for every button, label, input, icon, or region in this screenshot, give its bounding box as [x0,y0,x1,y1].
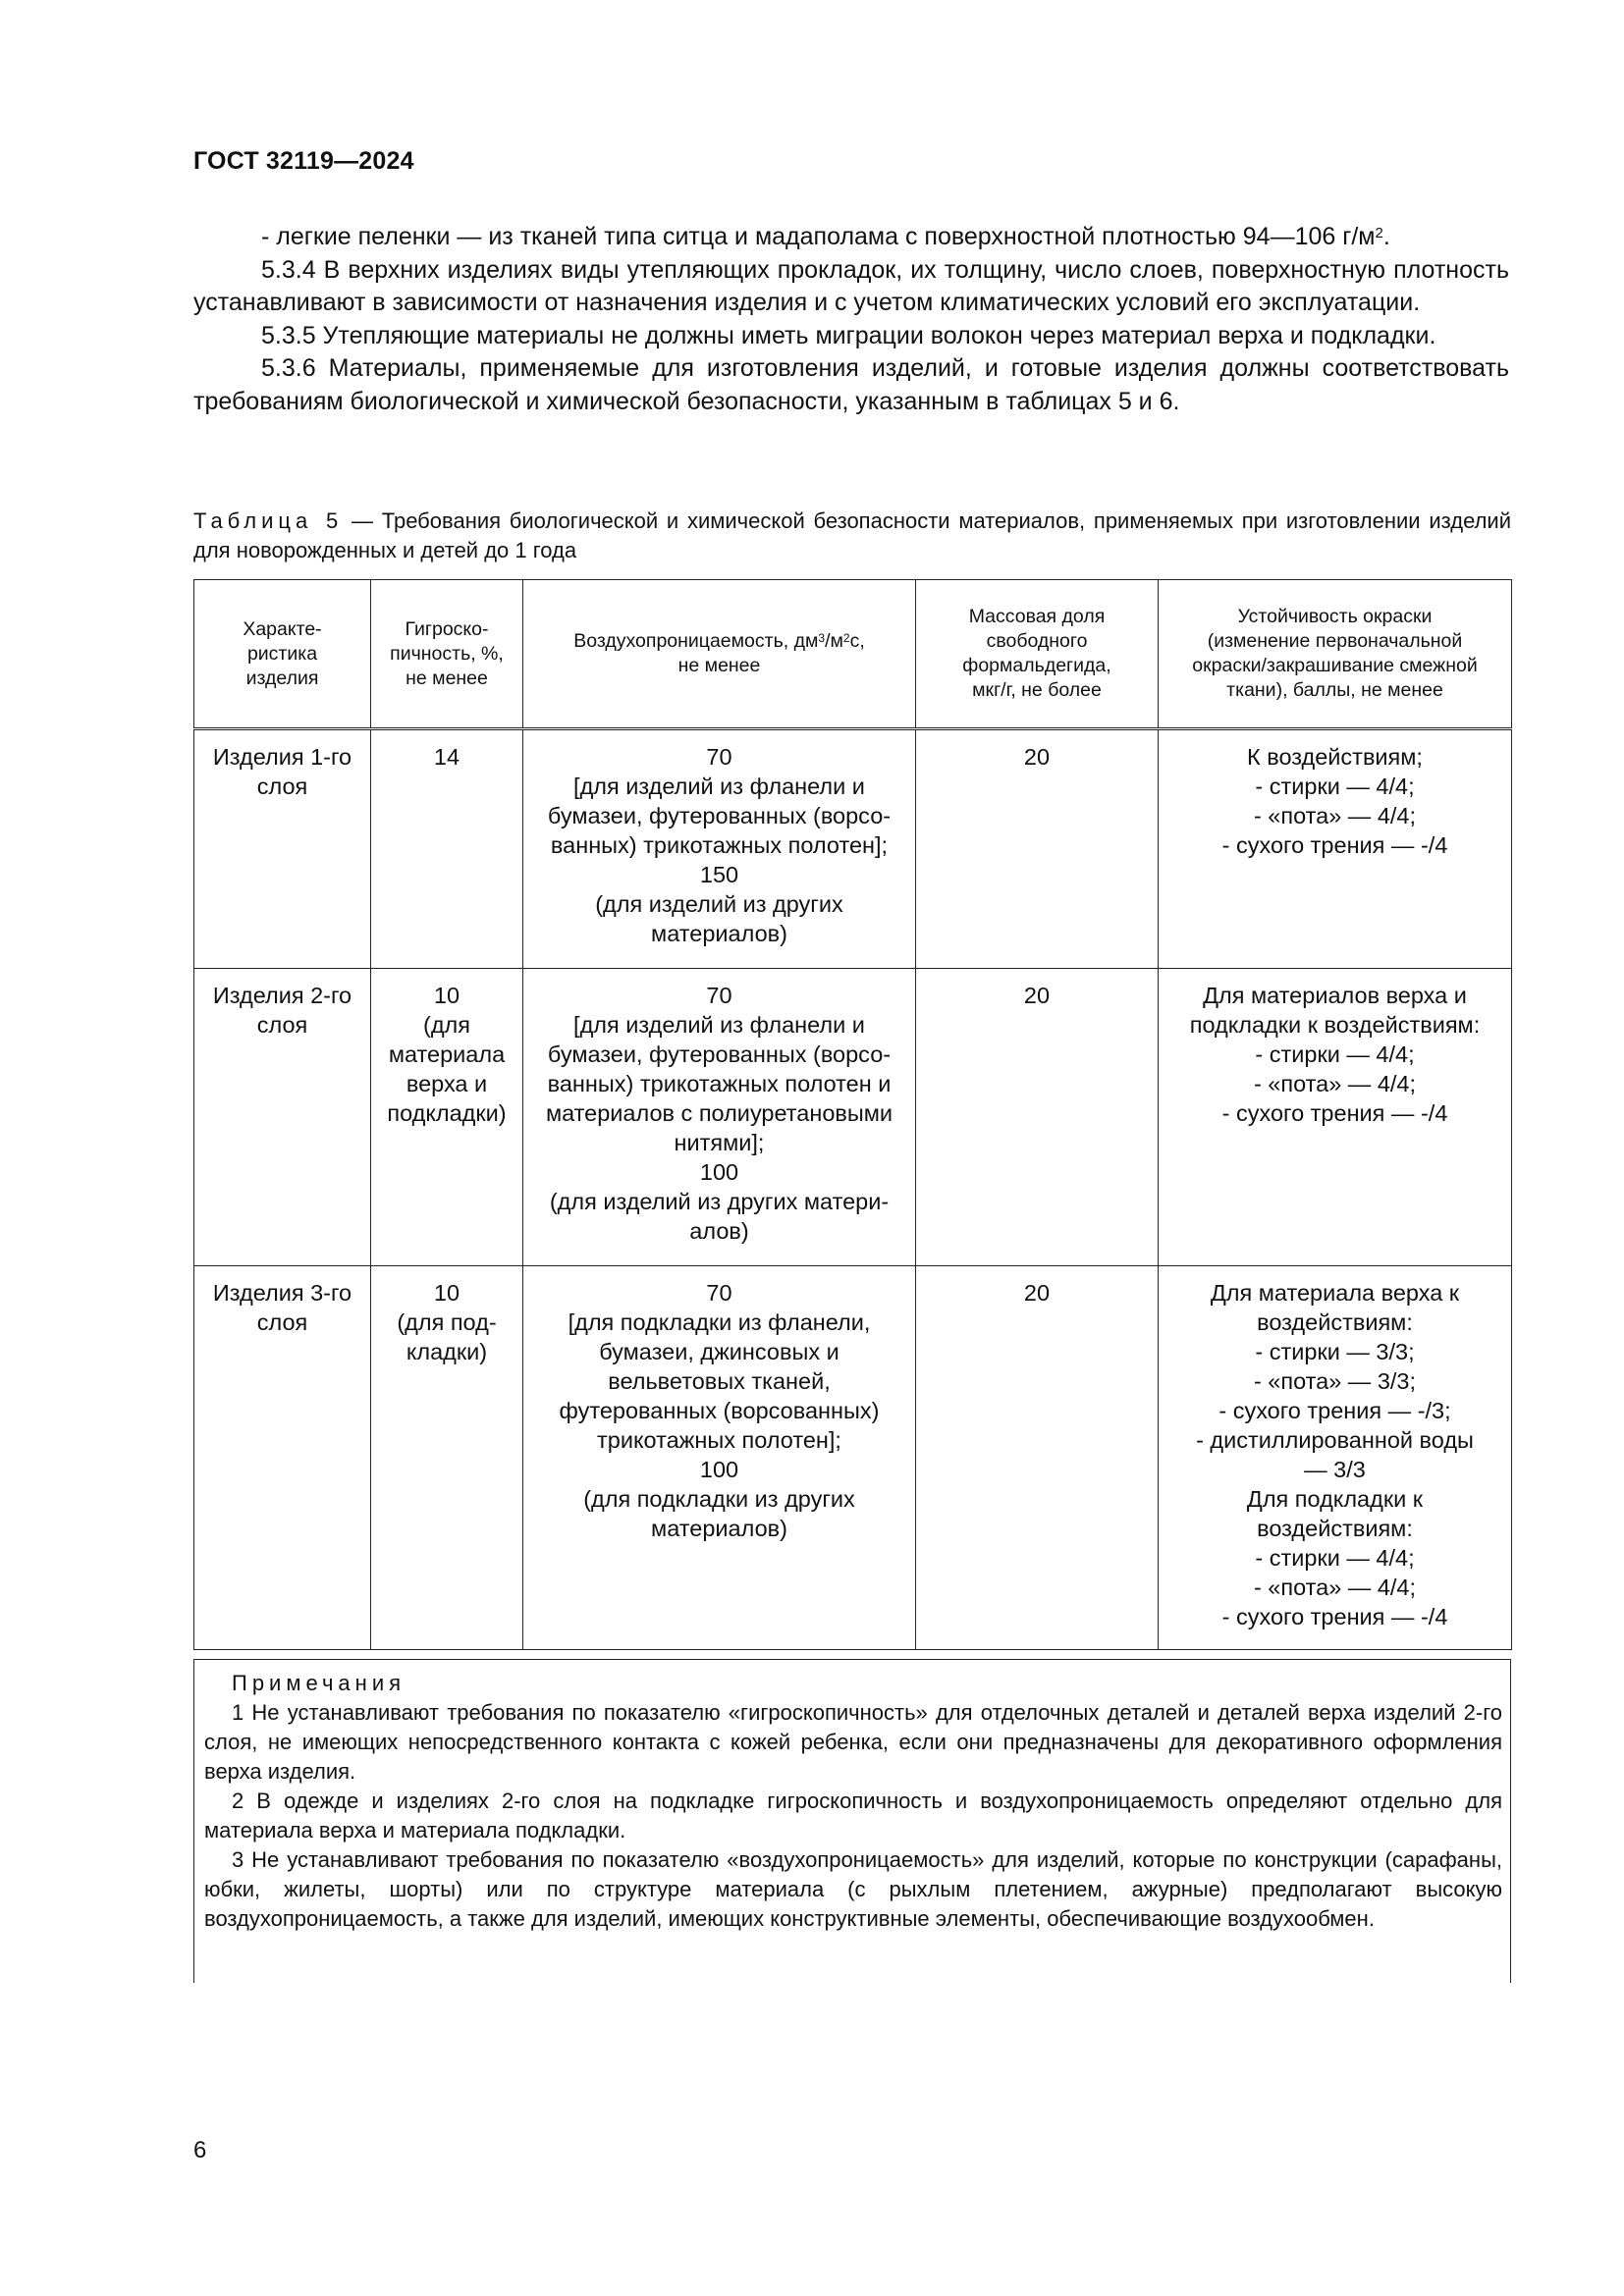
cell-air-permeability: 70 [для подкладки из фланели, бумазеи, джинсовых и вельветовых тканей, футерованных (ворсованных) трикотажных полотен]; 100 (для подкладки из других материалов) [523,1266,916,1650]
body-text [193,221,1509,418]
header-product: Характе- ристика изделия [194,580,371,729]
table-caption [193,507,1511,565]
cell-formaldehyde: 20 [916,729,1159,969]
superscript: 2 [1375,225,1383,241]
paragraph-5-3-4: 5.3.4 В верхних изделиях виды утепляющих прокладок, их толщину, число слоев, поверхностную плотность устанавливают в зависимости от назначения изделия и с учетом климатических условий его эксплуатации. [193,255,1509,316]
cell-air-permeability: 70 [для изделий из фланели и бумазеи, футерованных (ворсо- ванных) трикотажных полотен и материалов с полиуретановыми нитями]; 100 (для изделий из других матери- алов) [523,969,916,1266]
cell-hygroscopicity: 14 [371,729,523,969]
cell-formaldehyde: 20 [916,1266,1159,1650]
cell-color-fastness: К воздействиям; - стирки — 4/4; - «пота» — 4/4; - сухого трения — -/4 [1159,729,1512,969]
cell-formaldehyde: 20 [916,969,1159,1266]
table-row [194,1266,1512,1650]
cell-hygroscopicity: 10 (для материала верха и подкладки) [371,969,523,1266]
cell-air-permeability: 70 [для изделий из фланели и бумазеи, футерованных (ворсо- ванных) трикотажных полотен]; 150 (для изделий из других материалов) [523,729,916,969]
table-notes [193,1659,1511,1983]
table-caption-label: Таблица 5 [193,508,344,533]
note-1: 1 Не устанавливают требования по показателю «гигроскопичность» для отделочных деталей и деталей верха изделий 2-го слоя, не имеющих непосредственного контакта с кожей ребенка, если они предназначены для декоративного оформления верха изделия. [204,1700,1502,1784]
requirements-table [193,579,1512,1650]
cell-product: Изделия 1-го слоя [194,729,371,969]
page-number: 6 [193,2137,207,2163]
cell-product: Изделия 2-го слоя [194,969,371,1266]
header-hygroscopicity: Гигроско- пичность, %, не менее [371,580,523,729]
table-row [194,729,1512,969]
table-row [194,969,1512,1266]
cell-color-fastness: Для материалов верха и подкладки к воздействиям: - стирки — 4/4; - «пота» — 4/4; - сухого трения — -/4 [1159,969,1512,1266]
cell-product: Изделия 3-го слоя [194,1266,371,1650]
paragraph-5-3-5: 5.3.5 Утепляющие материалы не должны иметь миграции волокон через материал верха и подкладки. [261,321,1436,349]
header-formaldehyde: Массовая доля свободного формальдегида, мкг/г, не более [916,580,1159,729]
note-3: 3 Не устанавливают требования по показателю «воздухопроницаемость» для изделий, которые по конструкции (сарафаны, юбки, жилеты, шорты) или по структуре материала (с рыхлым плетением, ажурные) предполагают высокую воздухопроницаемость, а также для изделий, имеющих конструктивные элементы, обеспечивающие воздухообмен. [204,1847,1502,1931]
notes-title: Примечания [232,1671,406,1695]
table-header-row [194,580,1512,729]
cell-hygroscopicity: 10 (для под- кладки) [371,1266,523,1650]
header-color-fastness: Устойчивость окраски (изменение первоначальной окраски/закрашивание смежной ткани), баллы, не менее [1159,580,1512,729]
note-2: 2 В одежде и изделиях 2-го слоя на подкладке гигроскопичность и воздухопроницаемость определяют отдельно для материала верха и материала подкладки. [204,1789,1502,1842]
paragraph-light-diapers: - легкие пеленки — из тканей типа ситца и мадаполама с поверхностной плотностью 94—106 $г/м^2$. [261,223,1390,250]
paragraph-5-3-6: 5.3.6 Материалы, применяемые для изготовления изделий, и готовые изделия должны соответствовать требованиям биологической и химической безопасности, указанным в таблицах 5 и 6. [193,354,1509,415]
cell-color-fastness: Для материала верха к воздействиям: - стирки — 3/3; - «пота» — 3/3; - сухого трения — -/3; - дистиллированной воды — 3/3 Для подкладки к воздействиям: - стирки — 4/4; - «пота» — 4/4; - сухого трения — -/4 [1159,1266,1512,1650]
document-id-header: ГОСТ 32119—2024 [193,147,414,175]
header-air-permeability: Воздухопроницаемость, $дм^3/м^2с$, не менее [523,580,916,729]
table-caption-text: — Требования биологической и химической безопасности материалов, применяемых при изготовлении изделий для новорожденных и детей до 1 года [193,508,1511,562]
